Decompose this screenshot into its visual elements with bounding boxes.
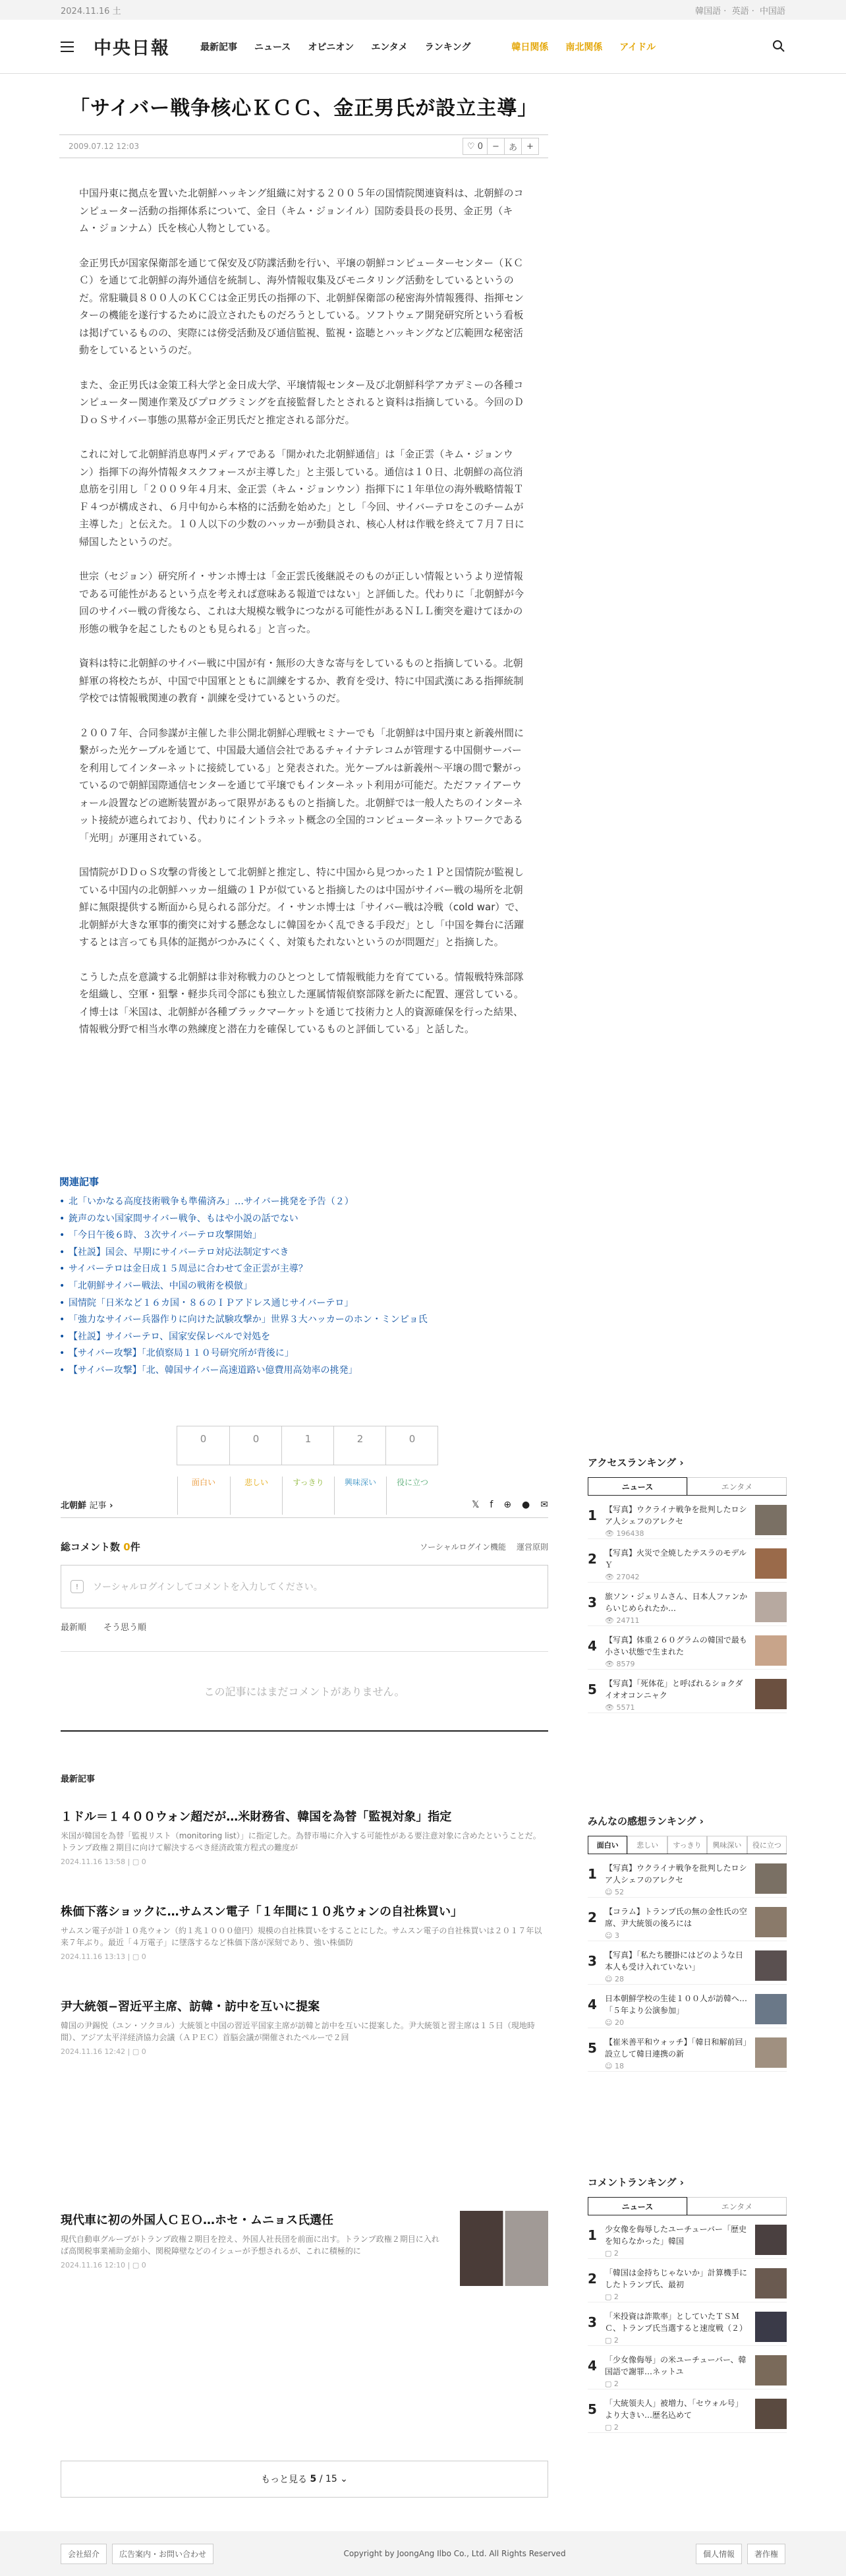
comment-ranking-title[interactable]: コメントランキング › — [588, 2177, 684, 2188]
related-link[interactable]: • 【社説】サイバーテロ、国家安保レベルで対処を — [59, 1329, 547, 1346]
article-meta-bar — [59, 134, 548, 158]
latest-item[interactable]: 尹大統領−習近平主席、訪韓・訪中を互いに提案 韓国の尹錫悦（ユン・ソクヨル）大統領と中国の習近平国家主席が訪韓と訪中を互いに提案した。尹大統領と習主席は１５日（現地時間）、アジア太平洋経済協力会議（ＡＰＥＣ）首脳会議が開催されたペルーで２回 2024.11.16 12:42 | ▢ 0 — [61, 2000, 535, 2056]
nav-item-news[interactable]: ニュース — [254, 42, 291, 53]
feeling-ranking-title[interactable]: みんなの感想ランキング › — [588, 1815, 704, 1827]
font-increase-icon[interactable]: + — [521, 138, 538, 154]
lang-link-korean[interactable]: 韓国語 — [695, 6, 721, 16]
search-icon[interactable] — [772, 40, 785, 53]
site-header — [0, 20, 846, 74]
font-size-label: あ — [504, 138, 521, 154]
article — [59, 96, 548, 1055]
article-paragraph: 国情院がＤＤｏＳ攻撃の背後として北朝鮮と推定し、特に中国から見つかった１Ｐと国情院が監視している中国内の北朝鮮ハッカー組織の１Ｐが似ていると指摘したのは中国がサイバー戦の場所を北朝鮮に無限提供する断面から見られる部分だ。イ・サンホ博士は「サイバー戦は冷戦（cold war）で、北朝鮮が大きな軍事的衝突に対する懸念なしに韓国をかく乱できる手段だ」とし「中国を舞台に活躍するとは言っても具体的証拠がつかみにくく、対策もたれないというのが問題だ」と指摘した。 — [79, 866, 525, 948]
load-more-button[interactable]: もっと見る 5 / 15 ⌄ — [61, 2461, 548, 2498]
ranking-item[interactable]: 3 「米投資は詐欺率」としていたＴＳＭＣ、トランプ氏当選すると速度戦（２） ▢ 2 — [588, 2302, 787, 2346]
topic-link[interactable]: 北朝鮮 記事 › — [61, 1501, 113, 1511]
ranking-item[interactable]: 2 【コラム】トランプ氏の無の金性氏の空席、尹大統領の後ろには ☺ 3 — [588, 1898, 787, 1941]
mail-icon[interactable]: ✉ — [540, 1499, 548, 1510]
nav-item-korea-japan[interactable]: 韓日関係 — [511, 42, 549, 53]
feeling-ranking — [588, 1814, 787, 2072]
related-link[interactable]: • 【社説】国会、早期にサイバーテロ対応法制定すべき — [59, 1244, 547, 1262]
lang-link-english[interactable]: 英語 — [731, 6, 749, 16]
footer-copyright-link[interactable]: 著作権 — [747, 2544, 785, 2564]
comment-ranking — [588, 2175, 787, 2433]
article-title: 「サイバー戦争核心ＫＣＣ、金正男氏が設立主導」 — [70, 97, 538, 120]
share-icons — [472, 1500, 548, 1510]
comments-empty: この記事にはまだコメントがありません。 — [61, 1651, 548, 1732]
latest-item[interactable]: 株価下落ショックに…サムスン電子「１年間に１０兆ウォンの自社株買い」 サムスン電子が計１０兆ウォン（約１兆１０００億円）規模の自社株買いをすることにした。サムスン電子の自社株買いは２０１７年以来７年ぶり。最近「４万電子」に墜落するなど株価下落が深刻であり、強い株価防 2024.11.16 13:13 | ▢ 0 — [61, 1905, 542, 1961]
ranking-item[interactable]: 4 日本朝鮮学校の生徒１００人が訪韓へ…「５年より公演参加」 ☺ 20 — [588, 1985, 787, 2028]
comment-icon: ! — [70, 1580, 84, 1593]
ranking-item[interactable]: 3 旅ソン・ジェリムさん、日本人ファンからいじめられたか… 👁 24711 — [588, 1583, 787, 1626]
today-date: 2024.11.16 土 — [61, 6, 121, 16]
language-links: 韓国語 · 英語 · 中国語 — [695, 6, 785, 16]
latest-item[interactable]: 現代車に初の外国人ＣＥＯ…ホセ・ムニョス氏選任 現代自動車グループがトランプ政権２期目を控え、外国人社長団を前面に出す。トランプ政権２期目に入れば高関税事業補助金縮小、関税障壁などのイシューが予想されるが、これに積極的に 2024.11.16 12:10 | ▢ 0 — [61, 2211, 548, 2269]
related-link[interactable]: • 「強力なサイバー兵器作りに向けた試験攻撃か」世界３大ハッカーのホン・ミンピョ氏 — [59, 1312, 547, 1329]
footer-privacy-link[interactable]: 個人情報 — [696, 2544, 742, 2564]
sort-latest[interactable]: 最新順 — [61, 1623, 87, 1633]
x-icon[interactable]: 𝕏 — [472, 1499, 480, 1510]
nav-item-ranking[interactable]: ランキング — [424, 42, 471, 53]
chat-icon[interactable]: ● — [522, 1499, 530, 1510]
font-decrease-icon[interactable]: − — [487, 138, 504, 154]
footer-company-link[interactable]: 会社紹介 — [61, 2544, 107, 2564]
access-ranking — [588, 1455, 787, 1713]
related-link[interactable]: • 銃声のない国家間サイバー戦争、もはや小説の話でない — [59, 1211, 547, 1228]
tab-sad[interactable]: 悲しい — [627, 1836, 667, 1854]
related-articles — [59, 1175, 547, 1380]
related-title: 関連記事 — [59, 1176, 99, 1188]
facebook-icon[interactable]: f — [490, 1499, 494, 1510]
copyright: Copyright by JoongAng Ilbo Co., Ltd. All Rights Reserved — [343, 2549, 566, 2558]
article-paragraph: こうした点を意識する北朝鮮は非対称戦力のひとつとして情報戦能力を育てている。情報戦特殊部隊を組織し、空軍・狙撃・軽歩兵司令部にも独立した運属情報偵察部隊を新たに配置、運営している。イ博士は「米国は、北朝鮮が各種ブラックマーケットを通じて技術力と人的資源確保を行った結果、情報戦分野で相当水準の熟練度と潜在力を確保しているものと評価している」と話した。 — [79, 970, 524, 1035]
nav-item-latest[interactable]: 最新記事 — [200, 42, 237, 53]
related-link[interactable]: • サイバーテロは金日成１５周忌に合わせて金正雲が主導？ — [59, 1261, 547, 1278]
ranking-item[interactable]: 1 【写真】ウクライナ戦争を批判したロシア人シェフのアレクセ ☺ 52 — [588, 1854, 787, 1898]
comments-section — [61, 1533, 548, 1732]
social-login-link[interactable]: ソーシャルログイン機能 — [420, 1542, 506, 1552]
ranking-item[interactable]: 2 「韓国は金持ちじゃないか」計算機手にしたトランプ氏、最初 ▢ 2 — [588, 2259, 787, 2302]
reaction-buttons — [177, 1426, 438, 1487]
nav-item-entertainment[interactable]: エンタメ — [371, 42, 408, 53]
nav-item-idol[interactable]: アイドル — [619, 42, 656, 53]
tab-news[interactable]: ニュース — [588, 2197, 687, 2215]
article-paragraph: これに対して北朝鮮消息専門メディアである「開かれた北朝鮮通信」は「金正雲（キム・ジョンウン）指揮下の海外情報タスクフォースが主導した」と主張している。通信は１０日、北朝鮮の高位消息筋を引用し「２００９年４月末、金正雲（キム・ジョンウン）指揮下に１年単位の海外戦略情報ＴＦ４つが構成され、６月中旬から本格的に活動を始めた」とし「今回、サイバーテロをこのチームが主導した」と伝えた。１０人以下の少数のハッカーが動員され、核心人材は作戦を終えて７月７日に帰国したというのだ。 — [79, 448, 524, 548]
reaction-funny[interactable]: 0 面白い — [177, 1426, 229, 1465]
tab-interesting[interactable]: 興味深い — [707, 1836, 747, 1854]
tab-news[interactable]: ニュース — [588, 1477, 687, 1495]
ranking-item[interactable]: 5 「大統領夫人」被増力、「セウォル号」より大きい…歴名込めて ▢ 2 — [588, 2389, 787, 2433]
article-paragraph: 資料は特に北朝鮮のサイバー戦に中国が有・無形の大きな寄与をしているものと指摘している。北朝鮮軍の将校たちが、中国で中国軍とともに訓練をするか、教育を受け、特に中国武漢にある指揮統制学校では情報戦関連の教育・訓練を受けているというのだ。 — [79, 657, 524, 704]
ranking-item[interactable]: 4 「少女像侮辱」の米ユーチューバー、韓国語で謝罪…ネットユ ▢ 2 — [588, 2346, 787, 2389]
ranking-item[interactable]: 5 【崔米善平和ウォッチ】「韓日和解前回」設立して韓日連携の新 ☺ 18 — [588, 2028, 787, 2072]
ranking-item[interactable]: 2 【写真】火災で全焼したテスラのモデルＹ 👁 27042 — [588, 1539, 787, 1583]
latest-item[interactable]: １ドル＝１４００ウォン超だが…米財務省、韓国を為替「監視対象」指定 米国が韓国を為替「監視リスト（monitoring list）」に指定した。為替市場に介入する可能性がある要注意対象に含めたということだ。トランプ政権２期目に向けて解決するべき経済政策方程式の難度が 2024.11.16 13:58 | ▢ 0 — [61, 1810, 541, 1866]
nav-item-inter-korean[interactable]: 南北関係 — [565, 42, 603, 53]
article-body — [59, 185, 548, 1038]
ranking-item[interactable]: 1 【写真】ウクライナ戦争を批判したロシア人シェフのアレクセ 👁 196438 — [588, 1496, 787, 1539]
ranking-item[interactable]: 3 【写真】「私たち腰掛にはどのような日本人も受け入れていない」 ☺ 28 — [588, 1941, 787, 1985]
tab-funny[interactable]: 面白い — [588, 1836, 627, 1854]
comment-input[interactable]: ! ソーシャルログインしてコメントを入力してください。 — [61, 1565, 548, 1608]
related-link[interactable]: • 国情院「日米など１６カ国・８６のＩＰアドレス通じサイバーテロ」 — [59, 1295, 547, 1312]
article-paragraph: ２００７年、合同参謀が主催した非公開北朝鮮心理戦セミナーでも「北朝鮮は中国丹東と新義州間に繋がった光ケーブルを通じて、中国最大通信会社であるチャイナテレコムが管理する中国側サーバーを利用してインターネットに接続している」と発表された。光ケーブルは新義州〜平壌の間で繋がっているので朝鮮国際通信センターを通じて平壌でもインターネット利用が可能だ。ただファイアーウォール設置などの遮断装置があって限界があるものと指摘した。北朝鮮では一般人たちのインターネット接続が遮られており、代わりにイントラネット概念の全国的コンピューターネットワークである「光明」が運用されている。 — [79, 726, 524, 844]
main-nav — [200, 40, 656, 53]
related-link[interactable]: • 「北朝鮮サイバー戦法、中国の戦術を模倣」 — [59, 1278, 547, 1295]
like-button[interactable]: ♡ 0 — [466, 141, 483, 152]
menu-icon[interactable] — [61, 42, 74, 52]
article-thumbnail — [460, 2211, 548, 2286]
nav-item-opinion[interactable]: オピニオン — [308, 42, 354, 53]
ranking-item[interactable]: 5 【写真】「死体花」と呼ばれるショクダイオオコンニャク 👁 5571 — [588, 1670, 787, 1713]
top-utility-bar — [0, 0, 846, 20]
related-link[interactable]: • 【サイバー攻撃】「北偵察局１１０号研究所が背後に」 — [59, 1345, 547, 1362]
reaction-relieved[interactable]: 1 すっきり — [281, 1426, 333, 1465]
article-paragraph: 中国丹東に拠点を置いた北朝鮮ハッキング組織に対する２００５年の国情院関連資料は、北朝鮮のコンピューター活動の指揮体系について、金日（キム・ジョンイル）国防委員長の長男、金正男（キム・ジョンナム）氏を核心人物としている。 — [79, 187, 524, 234]
sort-agree[interactable]: そう思う順 — [103, 1623, 147, 1633]
tab-entertainment[interactable]: エンタメ — [687, 2197, 787, 2215]
tab-helpful[interactable]: 役に立つ — [747, 1836, 787, 1854]
tab-relieved[interactable]: すっきり — [667, 1836, 707, 1854]
latest-articles — [61, 1772, 548, 2485]
related-link[interactable]: • 「今日午後６時、３次サイバーテロ攻撃開始」 — [59, 1227, 547, 1244]
access-ranking-title[interactable]: アクセスランキング › — [588, 1457, 684, 1469]
article-paragraph: 金正男氏が国家保衛部を通じて保安及び防諜活動を行い、平壌の朝鮮コンピューターセンター（ＫＣＣ）を通じて北朝鮮の海外通信を統制し、海外情報収集及びモニタリング活動をしているというのだ。常駐職員８００人のＫＣＣは金正男氏の指揮の下、北朝鮮保衛部の秘密海外情報獲得、指揮センターの機能を遂行するために設立されたものだろうとしている。ソフトウェア開発研究所という看板は掲げているものの、実際には傍受活動及び通信監視、監視・盗聴とハッキングなど広範囲な秘密活動をしているというのだ。 — [79, 256, 524, 356]
related-link[interactable]: • 北「いかなる高度技術戦争も準備済み」…サイバー挑発を予告（２） — [59, 1194, 547, 1211]
reaction-sad[interactable]: 0 悲しい — [229, 1426, 281, 1465]
comment-policy-link[interactable]: 運営原則 — [516, 1542, 548, 1552]
lang-link-chinese[interactable]: 中国語 — [759, 6, 785, 16]
site-footer — [0, 2531, 846, 2576]
ranking-item[interactable]: 1 少女像を侮辱したユーチューバー「歴史を知らなかった」韓国 ▢ 2 — [588, 2215, 787, 2259]
topic-share-bar — [61, 1492, 548, 1518]
ranking-item[interactable]: 4 【写真】体重２６０グラムの韓国で最も小さい状態で生まれた 👁 8579 — [588, 1626, 787, 1670]
article-tools — [463, 138, 539, 155]
latest-header: 最新記事 — [61, 1774, 96, 1784]
tab-entertainment[interactable]: エンタメ — [687, 1477, 787, 1495]
reaction-interesting[interactable]: 2 興味深い — [333, 1426, 385, 1465]
related-link[interactable]: • 【サイバー攻撃】「北、韓国サイバー高速道路い億費用高効率の挑発」 — [59, 1362, 547, 1380]
site-logo[interactable]: 中央日報 — [94, 38, 170, 59]
footer-ad-link[interactable]: 広告案内・お問い合わせ — [112, 2544, 213, 2564]
article-paragraph: 世宗（セジョン）研究所イ・サンホ博士は「金正雲氏後継説そのものが正しい情報というより逆情報である可能性があるという点を考えれば意味ある報道ではない」と評価した。代わりに「北朝鮮が今回のサイバー戦の背後なら、これは大規模な戦争につながる可能性があるＮＬＬ衝突を避けてほかの形態の戦争を起こしたものとも見られる」と言った。 — [79, 570, 524, 635]
reaction-helpful[interactable]: 0 役に立つ — [385, 1426, 437, 1465]
link-icon[interactable]: ⊕ — [503, 1499, 512, 1510]
comment-count-title: 総コメント数 0件 — [61, 1540, 140, 1553]
like-count: 0 — [477, 141, 483, 152]
article-paragraph: また、金正男氏は金策工科大学と金日成大学、平壌情報センター及び北朝鮮科学アカデミーの各種コンピューター関連作業及びプログラミングを直接監督したとされると資料は指摘している。今回のＤＤｏＳサイバー事態の黒幕が金正男氏だと推定される部分だ。 — [79, 378, 524, 426]
article-date: 2009.07.12 12:03 — [69, 142, 140, 151]
